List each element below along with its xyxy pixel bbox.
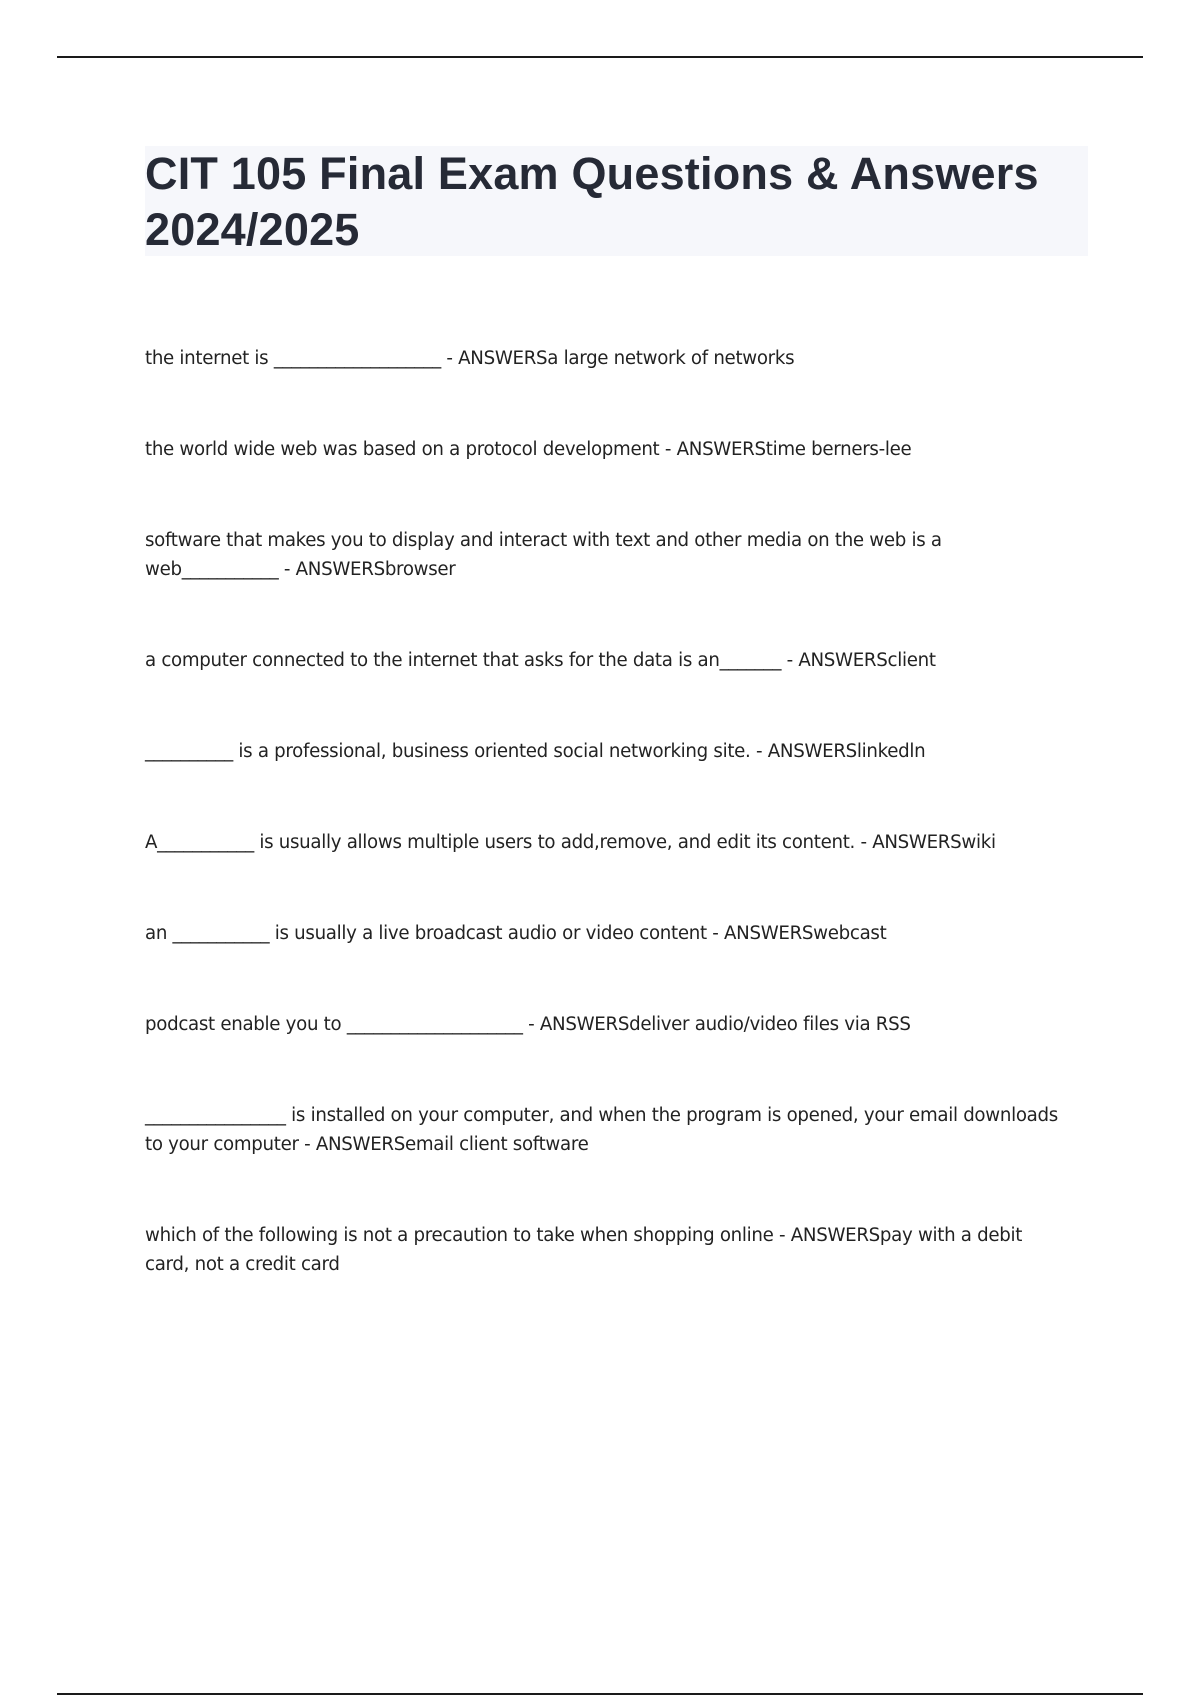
qa-item-5: __________ is a professional, business oriented social networking site. - ANSWERSlinkedln [145,741,926,762]
qa-item-9: ________________ is installed on your computer, and when the program is opened, your email downloads to your computer - ANSWERSemail client software [145,1105,1058,1155]
top-rule [57,56,1143,58]
page-title: CIT 105 Final Exam Questions & Answers 2024/2025 [145,148,1039,255]
qa-item-7: an ___________ is usually a live broadcast audio or video content - ANSWERSwebcast [145,923,887,944]
qa-item-8: podcast enable you to ____________________ - ANSWERSdeliver audio/video files via RSS [145,1014,911,1035]
qa-item-4: a computer connected to the internet that asks for the data is an_______ - ANSWERSclient [145,650,936,671]
bottom-rule [57,1693,1143,1695]
qa-list [145,344,1065,1341]
qa-item-2: the world wide web was based on a protocol development - ANSWERStime berners-lee [145,439,912,460]
qa-item-6: A___________ is usually allows multiple users to add,remove, and edit its content. - ANSWERSwiki [145,832,996,853]
title-block [145,146,1088,256]
qa-item-1: the internet is ___________________ - ANSWERSa large network of networks [145,348,795,369]
qa-item-10: which of the following is not a precaution to take when shopping online - ANSWERSpay with a debit card, not a credit card [145,1225,1023,1275]
qa-item-3: software that makes you to display and interact with text and other media on the web is a web___________ - ANSWERSbrowser [145,530,942,580]
